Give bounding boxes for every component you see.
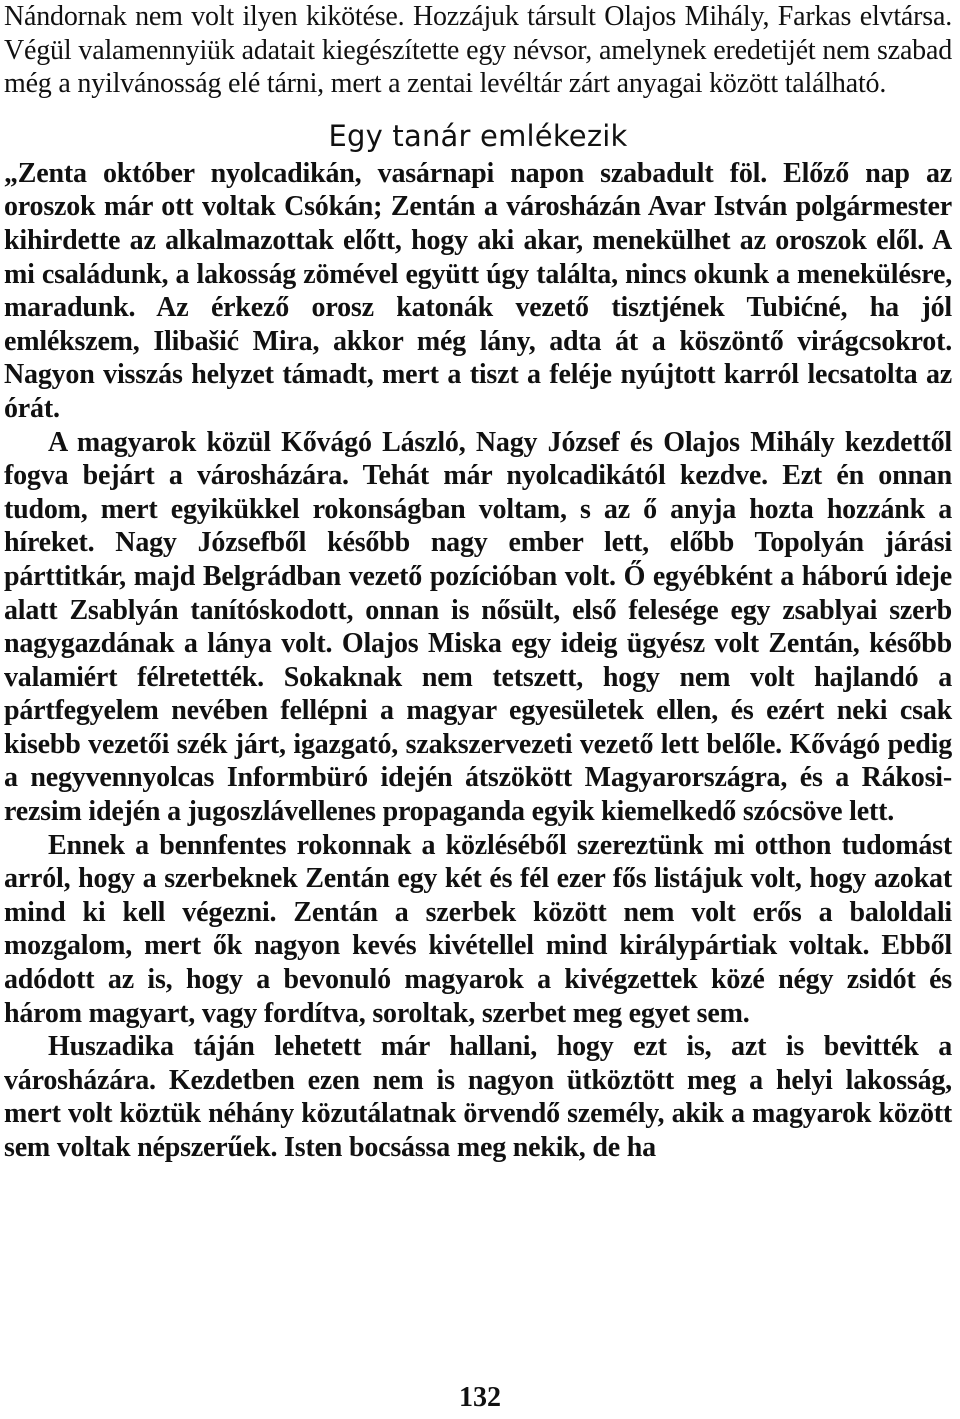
paragraph: Ennek a bennfentes rokonnak a közléséből szereztünk mi otthon tudomást arról, hogy a szerbeknek Zentán egy két és fél ezer fős listájuk volt, hogy azokat mind ki kell végezni. Zentán a szerbek között nem volt erős a baloldali mozgalom, mert ők nagyon kevés kivétellel mind királypártiak voltak. Ebből adódott az is, hogy a bevonuló magyarok a kivégzettek közé négy zsidót és három magyart, vagy fordítva, soroltak, szerbet meg egyet sem.	[4, 829, 952, 1029]
section-heading: Egy tanár emlékezik	[328, 118, 628, 153]
body-text	[4, 0, 952, 1165]
paragraph: „Zenta október nyolcadikán, vasárnapi napon szabadult föl. Előző nap az oroszok már ott voltak Csókán; Zentán a városházán Avar István polgármester kihirdette az alkalmazottak előtt, hogy aki akar, menekülhet az oroszok elől. A mi családunk, a lakosság zömével együtt úgy találta, nincs okunk a menekülésre, maradunk. Az érkező orosz katonák vezető tisztjének Tubićné, ha jól emlékszem, Ilibašić Mira, akkor még lány, adta át a köszöntő virágcsokrot. Nagyon visszás helyzet támadt, mert a tiszt a feléje nyújtott karról lecsatolta az órát.	[4, 157, 952, 424]
paragraph: Huszadika táján lehetett már hallani, hogy ezt is, azt is bevitték a városházára. Kezdetben ezen nem is nagyon ütköztött meg a helyi lakosság, mert volt köztük néhány közutálatnak örvendő személy, akik a magyarok között sem voltak népszerűek. Isten bocsássa meg nekik, de ha	[4, 1031, 952, 1163]
page-number: 132	[459, 1382, 501, 1413]
intro-paragraph: Nándornak nem volt ilyen kikötése. Hozzájuk társult Olajos Mihály, Farkas elvtársa. Végül valamennyiük adatait kiegészítette egy névsor, amelynek eredetijét nem szabad még a nyilvánosság elé tárni, mert a zentai levéltár zárt anyagai között található.	[4, 1, 952, 100]
paragraph: A magyarok közül Kővágó László, Nagy József és Olajos Mihály kezdettől fogva bejárt a városházára. Tehát már nyolcadikától kezdve. Ezt én onnan tudom, mert egyikükkel rokonságban voltam, s az ő anyja hozta hozzánk a híreket. Nagy Józsefből később nagy ember lett, előbb Topolyán járási párttitkár, majd Belgrádban vezető pozícióban volt. Ő egyébként a háború ideje alatt Zsablyán tanítóskodott, onnan is nősült, első felesége egy zsablyai szerb nagygazdának a lánya volt. Olajos Miska egy ideig ügyész volt Zentán, később valamiért félretették. Sokaknak nem tetszett, hogy nem volt hajlandó a pártfegyelem nevében fellépni a magyar egyesületek ellen, és ezért neki csak kisebb vezetői szék járt, igazgató, szakszervezeti vezető lett belőle. Kővágó pedig a negyvennyolcas Informbüró idején átszökött Magyarországra, és a Rákosi-rezsim idején a jugoszlávellenes propaganda egyik kiemelkedő szócsöve lett.	[4, 426, 952, 828]
